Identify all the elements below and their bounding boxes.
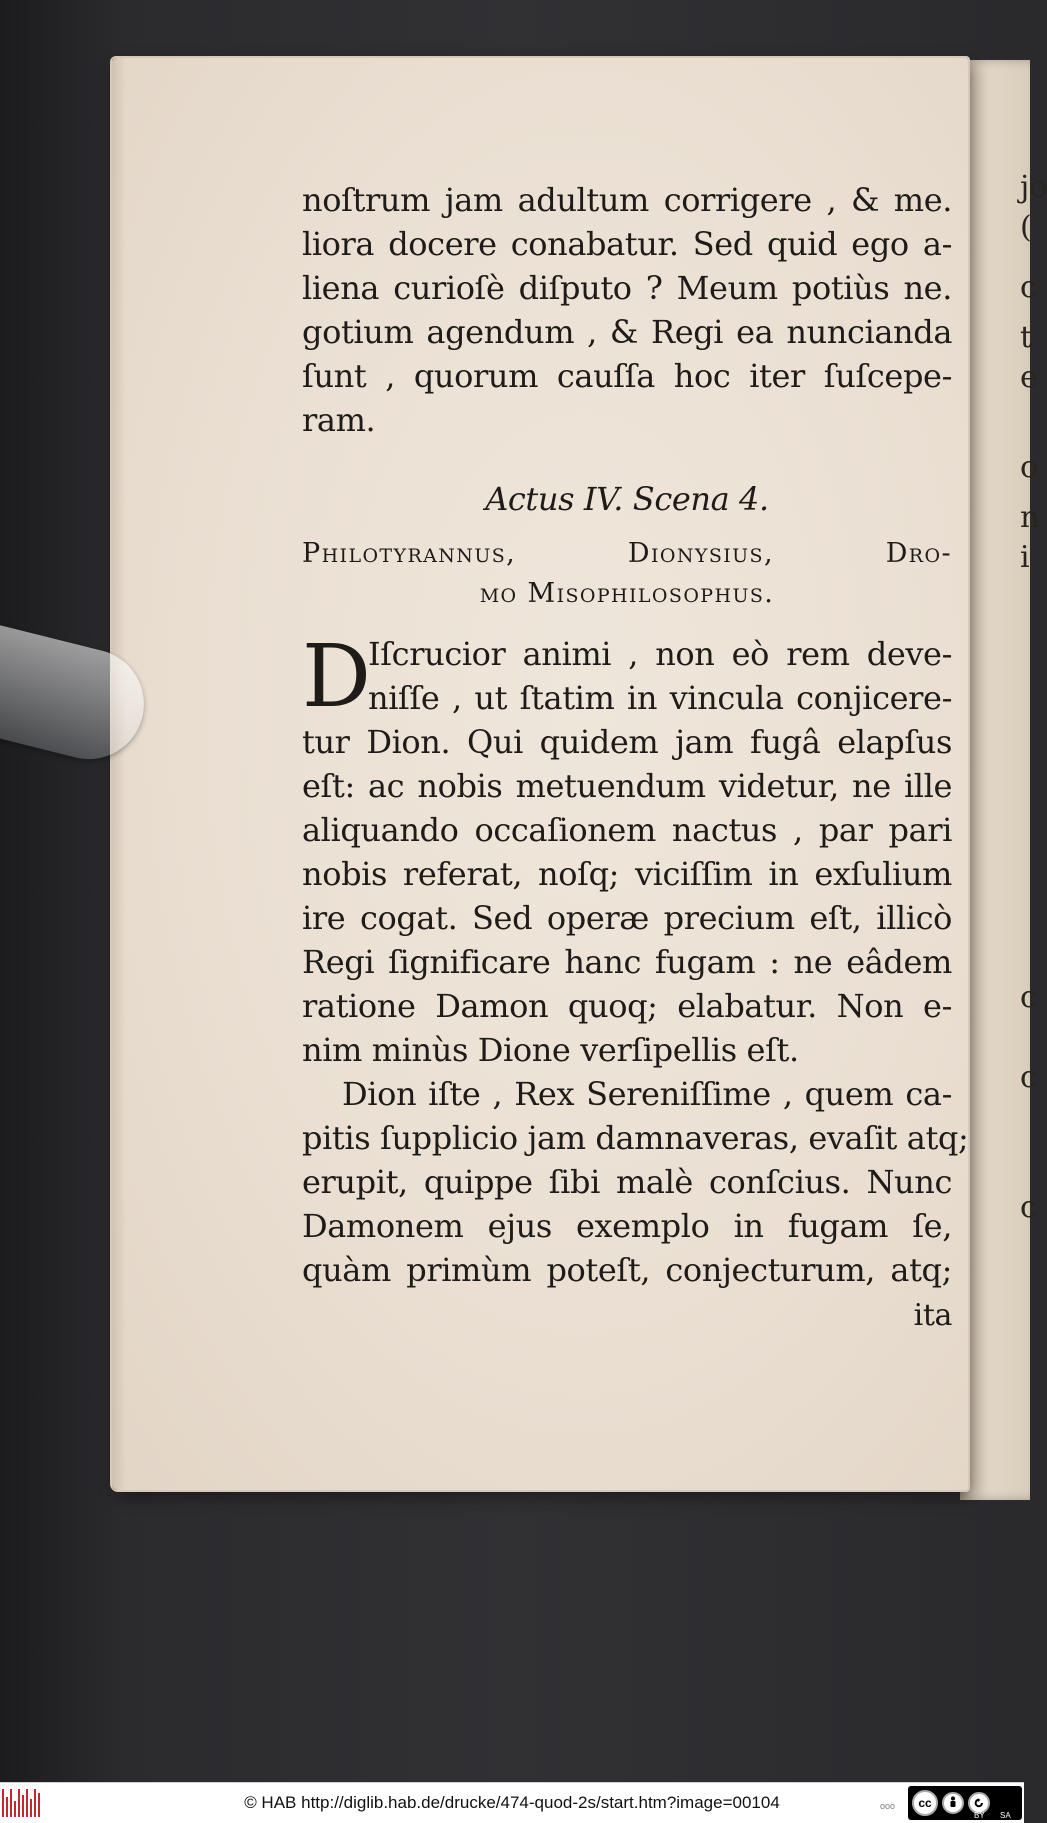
person-icon: [947, 1796, 959, 1810]
text-line: Damonem ejus exemplo in fugam ſe,: [302, 1207, 952, 1245]
copyright-link[interactable]: © HAB http://diglib.hab.de/drucke/474-quod-2s/start.htm?image=00104: [244, 1793, 780, 1812]
text-line: nim minùs Dione verſipellis eſt.: [302, 1031, 799, 1069]
text-block: [302, 178, 969, 1338]
facing-fragment: o: [1020, 450, 1039, 485]
text-line: ſunt , quorum cauſſa hoc iter ſuſcepe-: [302, 357, 952, 395]
text-line: niſſe , ut ſtatim in vincula conjicere-: [368, 679, 952, 717]
facing-fragment: t: [1020, 320, 1033, 355]
text-line: ire cogat. Sed operæ precium eſt, illicò: [302, 899, 952, 937]
text-line: quàm primùm poteſt, conjecturum, atq;: [302, 1251, 952, 1289]
text-line: ratione Damon quoq; elabatur. Non e-: [302, 987, 952, 1025]
text-line: Iſcrucior animi , non eò rem deve-: [368, 635, 952, 673]
drop-capital: D: [302, 627, 371, 727]
text-line: nobis referat, noſq; viciſſim in exſulium: [302, 855, 952, 893]
text-line: Regi ſignificare hanc fugam : ne eâdem: [302, 943, 952, 981]
catchword: ita: [913, 1298, 952, 1333]
facing-fragment: c: [1020, 1190, 1037, 1225]
text-line: erupit, quippe ſibi malè conſcius. Nunc: [302, 1163, 952, 1201]
facing-fragment: i: [1020, 540, 1030, 575]
cc-icon: cc: [912, 1790, 938, 1816]
text-line: Dion iſte , Rex Sereniſſime , quem ca-: [342, 1075, 952, 1113]
sa-label: SA: [1000, 1811, 1011, 1820]
scene-heading: Actus IV. Scena 4.: [485, 480, 769, 518]
speakers-line: Philotyrannus, Dionysius, Dro-: [302, 538, 952, 569]
facing-fragment: (: [1020, 210, 1032, 245]
share-alike-glyph: [972, 1796, 986, 1810]
footer-bar: [0, 1782, 1024, 1823]
facing-fragment: c: [1020, 270, 1037, 305]
cc-license-badge[interactable]: [908, 1786, 1022, 1820]
facing-fragment: c: [1020, 980, 1037, 1015]
facing-page-edge: [960, 60, 1047, 1500]
speakers-line: mo Misophilosophus.: [479, 578, 775, 609]
facing-fragment: e: [1020, 360, 1038, 395]
text-line: eſt: ac nobis metuendum videtur, ne ille: [302, 767, 952, 805]
facing-fragment: c: [1020, 1060, 1037, 1095]
book-page: [112, 58, 968, 1490]
speech-block: [302, 627, 952, 1072]
text-line: liora docere conabatur. Sed quid ego a-: [302, 225, 952, 263]
text-line: gotium agendum , & Regi ea nuncianda: [302, 313, 952, 351]
facing-fragment: jo: [1020, 170, 1047, 205]
text-line: pitis ſupplicio jam damnaveras, evaſit atq;: [302, 1119, 969, 1157]
footer-small-text: ooo: [880, 1801, 896, 1811]
attribution-icon: [942, 1792, 964, 1814]
text-line: aliquando occaſionem nactus , par pari: [302, 811, 952, 849]
text-line: tur Dion. Qui quidem jam fugâ elapſus: [302, 723, 952, 761]
text-line: ram.: [302, 401, 376, 439]
text-line: liena curioſè diſputo ? Meum potiùs ne.: [302, 269, 952, 307]
text-line: noſtrum jam adultum corrigere , & me.: [302, 181, 952, 219]
facing-fragment: n: [1020, 500, 1040, 535]
by-label: BY: [974, 1811, 985, 1820]
